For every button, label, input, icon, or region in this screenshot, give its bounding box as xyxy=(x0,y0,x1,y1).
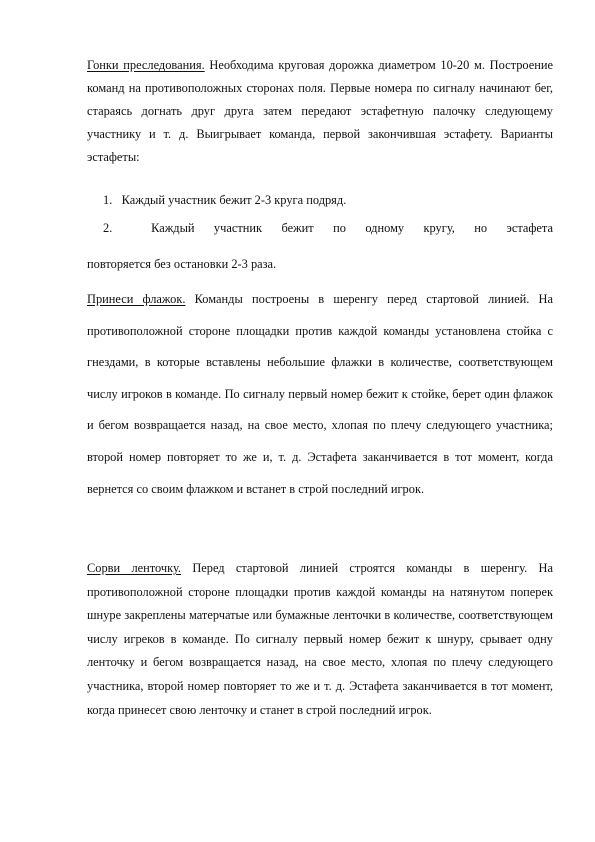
paragraph-text: Необходима круговая дорожка диаметром 10-20 м. Построение команд на противоположных сторонах поля. Первые номера по сигналу начинают бег, стараясь догнать друг друга затем передают эстафетную палочку следующему участнику и т. д. Выигрывает команда, первой закончившая эстафету. Варианты эстафеты: xyxy=(87,58,553,164)
paragraph-text: Перед стартовой линией строятся команды в шеренгу. На противоположной стороне площадки против каждой команды на натянутом поперек шнуре закреплены матерчатые или бумажные ленточки в количестве, соответствующем числу игреков в команде. По сигналу первый номер бежит к шнуру, срывает одну ленточку и бегом возвращается назад, на свое место, хлопая по плечу следующего участника, второй номер повторяет то же и т. д. Эстафета заканчивается в тот момент, когда принесет свою ленточку и станет в строй последний игрок. xyxy=(87,561,553,717)
paragraph-heading: Гонки преследования. xyxy=(87,58,205,72)
paragraph-pursuit-race xyxy=(87,54,553,169)
list-item xyxy=(103,192,553,208)
paragraph-heading: Принеси флажок. xyxy=(87,292,186,306)
list-item-continuation: повторяется без остановки 2-3 раза. xyxy=(87,257,277,271)
list-item-line xyxy=(87,220,553,237)
list-item xyxy=(87,220,553,273)
paragraph-text: Команды построены в шеренгу перед стартовой линией. На противоположной стороне площадки против каждой команды установлена стойка с гнездами, в которые вставлены небольшие флажки в количестве, соответствующем числу игроков в команде. По сигналу первый номер бежит к стойке, берет один флажок и бегом возвращается назад, на свое место, хлопая по плечу следующего участника; второй номер повторяет то же и, т. д. Эстафета заканчивается в тот момент, когда вернется со своим флажком и встанет в строй последний игрок. xyxy=(87,292,553,496)
list-item-text: Каждый участник бежит 2-3 круга подряд. xyxy=(121,193,347,207)
list-item-text: Каждый участник бежит по одному кругу, но эстафета xyxy=(151,221,553,235)
paragraph-bring-flag xyxy=(87,284,553,505)
paragraph-tear-ribbon xyxy=(87,557,553,722)
list-marker: 1. xyxy=(103,193,113,207)
paragraph-heading: Сорви ленточку. xyxy=(87,561,182,575)
list-marker: 2. xyxy=(103,221,113,235)
